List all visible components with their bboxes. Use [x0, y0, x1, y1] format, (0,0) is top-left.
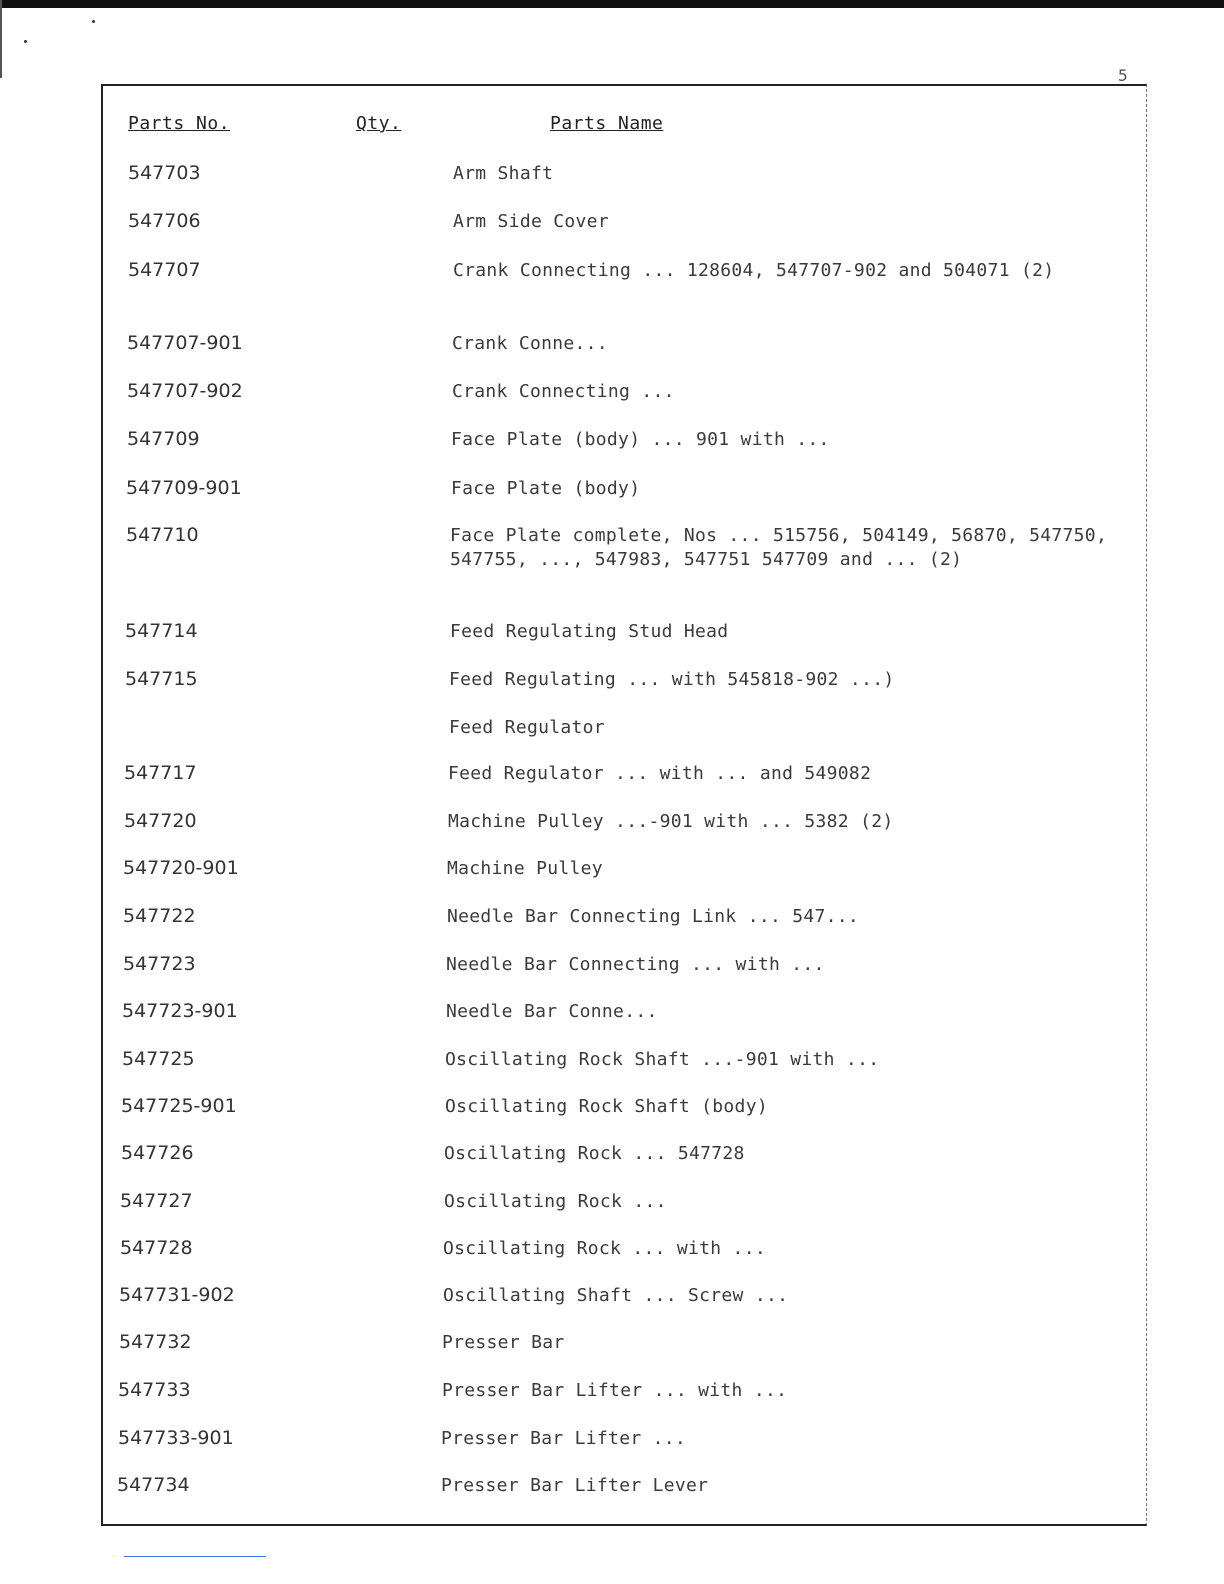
scan-speck [92, 20, 95, 23]
part-name: Crank Connecting ... 128604, 547707-902 and 504071 (2) [453, 260, 1055, 281]
part-number: 547734 [117, 1474, 190, 1496]
part-name: Presser Bar Lifter ... with ... [442, 1380, 788, 1401]
part-number: 547728 [120, 1237, 193, 1259]
part-name: Crank Connecting ... [452, 381, 675, 402]
part-number: 547706 [128, 210, 201, 232]
scan-speck [24, 40, 27, 43]
part-name: Feed Regulator [449, 717, 605, 738]
part-number: 547723-901 [122, 1000, 238, 1022]
part-name: Feed Regulating ... with 545818-902 ...) [449, 669, 895, 690]
part-number: 547726 [121, 1142, 194, 1164]
part-number: 547707-902 [127, 380, 243, 402]
part-name: Feed Regulator ... with ... and 549082 [448, 763, 872, 784]
part-name: Oscillating Rock ... 547728 [444, 1143, 745, 1164]
part-name: Presser Bar Lifter Lever [441, 1475, 709, 1496]
part-number: 547714 [125, 620, 198, 642]
header-parts-no: Parts No. [128, 113, 231, 134]
part-name: Machine Pulley [447, 858, 603, 879]
part-name: Face Plate (body) ... 901 with ... [451, 429, 830, 450]
part-number: 547709 [127, 428, 200, 450]
part-number: 547725 [122, 1048, 195, 1070]
part-number: 547707 [128, 259, 201, 281]
part-number: 547733 [118, 1379, 191, 1401]
footer-link-underline [124, 1556, 266, 1557]
part-name: Crank Conne... [452, 333, 608, 354]
part-name: Needle Bar Connecting Link ... 547... [447, 906, 860, 927]
part-number: 547731-902 [119, 1284, 235, 1306]
page-number: 5 [1118, 66, 1128, 85]
part-name: Presser Bar Lifter ... [441, 1428, 687, 1449]
header-parts-name: Parts Name [550, 113, 664, 134]
part-number: 547727 [120, 1190, 193, 1212]
part-name: Face Plate complete, Nos ... 515756, 504149, 56870, 547750, 547755, ..., 547983, 547751 547709 and ... (2) [450, 525, 1108, 570]
part-name: Oscillating Rock Shaft ...-901 with ... [445, 1049, 880, 1070]
header-qty: Qty. [356, 113, 402, 134]
part-name: Oscillating Rock ... [444, 1191, 667, 1212]
part-number: 547722 [123, 905, 196, 927]
part-number: 547715 [125, 668, 198, 690]
part-name: Needle Bar Conne... [446, 1001, 658, 1022]
part-number: 547725-901 [121, 1095, 237, 1117]
top-scan-border [0, 0, 1224, 8]
part-number: 547720-901 [123, 857, 239, 879]
part-number: 547707-901 [127, 332, 243, 354]
part-name: Needle Bar Connecting ... with ... [446, 954, 825, 975]
part-number: 547720 [124, 810, 197, 832]
part-number: 547733-901 [118, 1427, 234, 1449]
part-name: Face Plate (body) [451, 478, 641, 499]
part-number: 547732 [119, 1331, 192, 1353]
part-number: 547710 [126, 524, 199, 546]
part-name: Oscillating Rock ... with ... [443, 1238, 766, 1259]
part-name: Presser Bar [442, 1332, 565, 1353]
parts-list-frame [101, 84, 1147, 1526]
part-name: Oscillating Shaft ... Screw ... [443, 1285, 789, 1306]
part-number: 547723 [123, 953, 196, 975]
left-scan-border [0, 0, 2, 78]
part-number: 547709-901 [126, 477, 242, 499]
part-number: 547703 [128, 162, 201, 184]
part-name: Machine Pulley ...-901 with ... 5382 (2) [448, 811, 894, 832]
part-name: Feed Regulating Stud Head [450, 621, 729, 642]
part-name: Oscillating Rock Shaft (body) [445, 1096, 768, 1117]
part-name: Arm Shaft [453, 163, 554, 184]
part-name: Arm Side Cover [453, 211, 609, 232]
part-number: 547717 [124, 762, 197, 784]
